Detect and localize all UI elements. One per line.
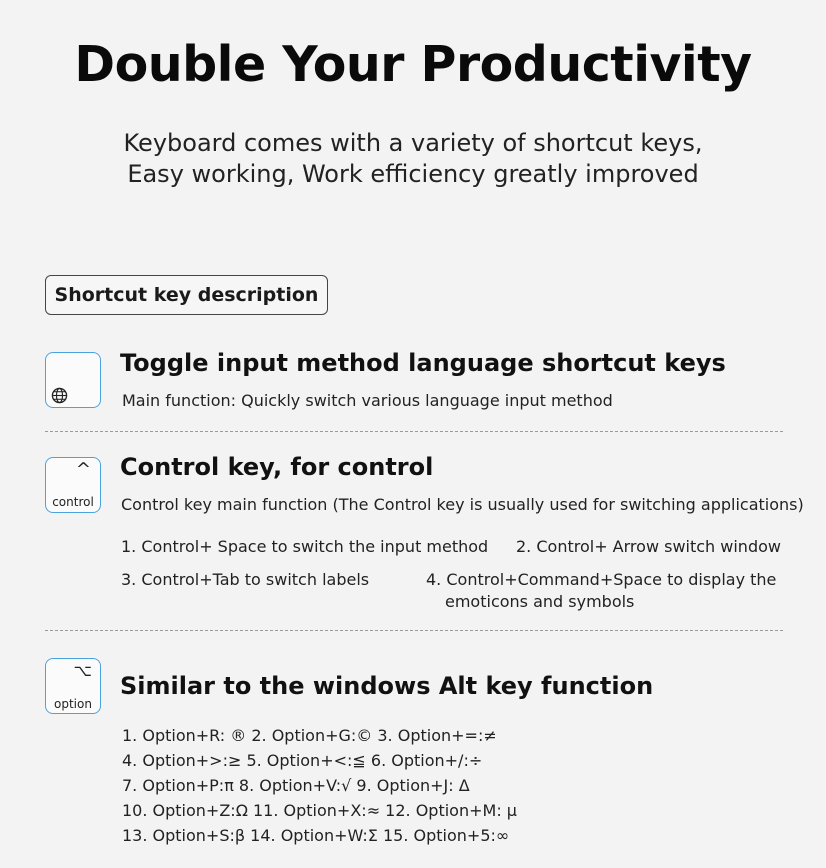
caret-up-icon: ^ [75, 459, 91, 480]
globe-key [45, 352, 101, 408]
section-title-input-method: Toggle input method language shortcut keys [120, 349, 726, 377]
option-key-caption: option [54, 697, 92, 711]
option-line-1: 1. Option+R: ® 2. Option+G:© 3. Option+=:≠ [122, 726, 497, 745]
subtitle-line-1: Keyboard comes with a variety of shortcut keys, [123, 129, 703, 157]
section-label: Shortcut key description [45, 275, 328, 315]
control-item-2: 2. Control+ Arrow switch window [516, 537, 781, 556]
control-item-1: 1. Control+ Space to switch the input method [121, 537, 489, 556]
section-title-control: Control key, for control [120, 453, 434, 481]
option-line-3: 7. Option+P:π 8. Option+V:√ 9. Option+J: Δ [122, 776, 470, 795]
divider [45, 630, 783, 631]
section-title-option: Similar to the windows Alt key function [120, 672, 654, 700]
control-key-caption: control [52, 495, 94, 509]
page-subtitle [0, 128, 826, 190]
divider [45, 431, 783, 432]
option-key [45, 658, 101, 714]
section-desc-control: Control key main function (The Control key is usually used for switching applications) [121, 495, 804, 514]
globe-icon [51, 387, 68, 404]
option-shortcut-list [122, 723, 517, 848]
page-title: Double Your Productivity [74, 36, 752, 93]
section-desc-input-method: Main function: Quickly switch various language input method [122, 391, 613, 410]
control-item-3: 3. Control+Tab to switch labels [121, 570, 370, 589]
option-line-4: 10. Option+Z:Ω 11. Option+X:≈ 12. Option+M: µ [122, 801, 517, 820]
control-item-4-continued: emoticons and symbols [445, 592, 635, 611]
option-icon: ⌥ [73, 661, 92, 680]
option-line-2: 4. Option+>:≥ 5. Option+<:≦ 6. Option+/:÷ [122, 751, 483, 770]
control-item-4: 4. Control+Command+Space to display the [426, 570, 777, 589]
option-line-5: 13. Option+S:β 14. Option+W:Σ 15. Option+5:∞ [122, 826, 510, 845]
subtitle-line-2: Easy working, Work efficiency greatly improved [127, 160, 699, 188]
control-key [45, 457, 101, 513]
